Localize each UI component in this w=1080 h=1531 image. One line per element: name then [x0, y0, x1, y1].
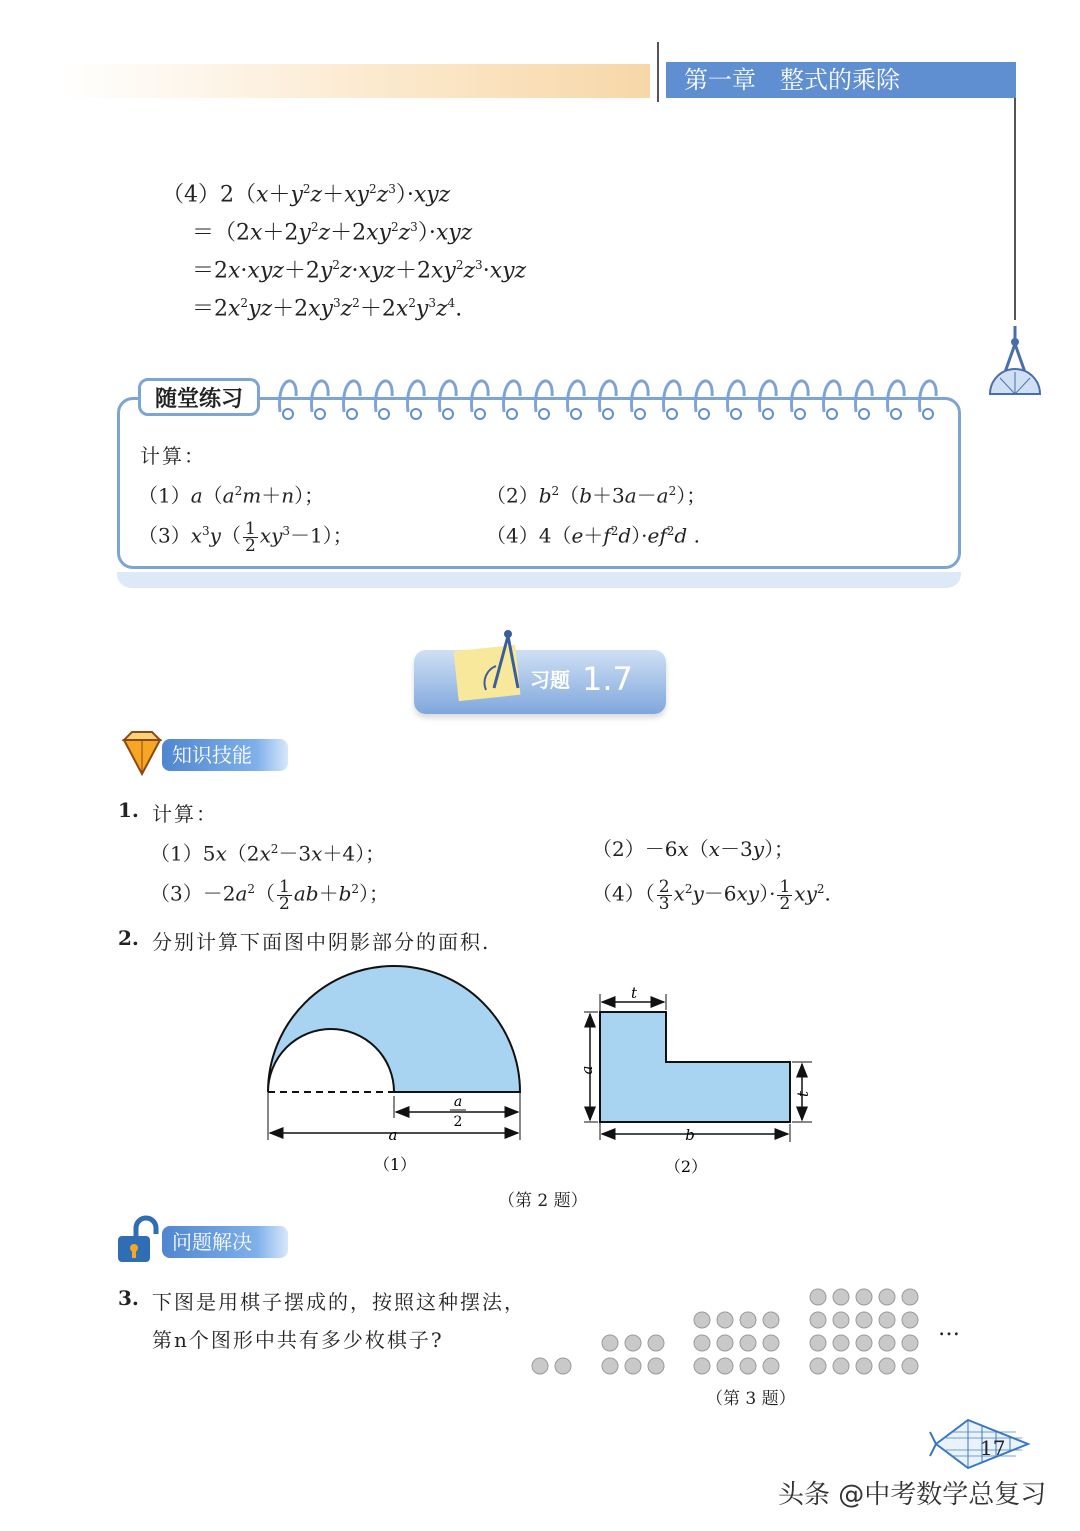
chess-piece — [856, 1358, 872, 1374]
practice-prompt: 计算： — [140, 444, 206, 468]
compass-icon — [474, 626, 524, 696]
fig1-label-a: a — [388, 1126, 398, 1144]
binding-ring — [312, 381, 329, 412]
chess-piece — [902, 1358, 918, 1374]
q3-caption: （第 3 题） — [706, 1389, 796, 1409]
q1-prompt: 计算： — [152, 802, 218, 826]
binding-hole — [411, 409, 421, 419]
chess-piece — [694, 1312, 710, 1328]
chess-piece — [740, 1358, 756, 1374]
fig1-label-2: 2 — [453, 1114, 463, 1130]
binding-hole — [667, 409, 677, 419]
chess-piece — [810, 1335, 826, 1351]
binding-ring — [760, 381, 777, 412]
chess-piece — [648, 1335, 664, 1351]
binding-ring — [856, 381, 873, 412]
example-line-3: $=2x\cdot xyz+2y^2z\cdot xyz+2xy^2z^3\cdot xyz$ — [192, 258, 527, 284]
section-knowledge: 知识技能 — [162, 739, 288, 771]
exercise-label: 习题 — [530, 668, 570, 692]
chess-piece — [879, 1289, 895, 1305]
chess-piece — [833, 1358, 849, 1374]
binding-hole — [571, 409, 581, 419]
binding-ring — [280, 381, 297, 412]
lock-icon — [114, 1214, 162, 1264]
q1-item-3: $(3)-2a^2$（ $\frac{1}{2}$ $ab+b^2$）； — [150, 876, 390, 914]
chess-piece — [717, 1358, 733, 1374]
binding-hole — [859, 409, 869, 419]
q3-ellipsis: … — [938, 1316, 960, 1341]
chess-piece — [717, 1335, 733, 1351]
q1-item-1: $(1)5x(2x^2-3x+4)$； — [150, 841, 386, 866]
binding-hole — [635, 409, 645, 419]
q3-line-1: 下图是用棋子摆成的，按照这种摆法， — [152, 1290, 526, 1314]
example-line-1: $(4)2(x+y^2z+xy^2z^3)\cdot xyz$ — [162, 182, 451, 208]
example-line-2: $=(2x+2y^2z+2xy^2z^3)\cdot xyz$ — [192, 220, 473, 246]
binding-ring — [696, 381, 713, 412]
binding-ring — [888, 381, 905, 412]
chess-piece — [602, 1335, 618, 1351]
chess-piece — [717, 1312, 733, 1328]
practice-item-3: $(3)x^3y$（ $\frac{1}{2}$ $xy^3-1$）； — [138, 518, 353, 556]
chess-piece — [694, 1358, 710, 1374]
binding-hole — [763, 409, 773, 419]
spiral-binding — [276, 372, 946, 424]
q1-item-2: （2）－6x（x－3y）； — [592, 837, 795, 861]
q2-caption: （第 2 题） — [498, 1191, 588, 1211]
chess-piece — [763, 1335, 779, 1351]
chess-piece — [810, 1312, 826, 1328]
header-divider — [657, 42, 659, 102]
chess-piece — [532, 1358, 548, 1374]
chess-piece — [833, 1335, 849, 1351]
binding-ring — [504, 381, 521, 412]
practice-item-2: $(2)b^2(b+3a-a^2)$； — [486, 483, 707, 508]
binding-hole — [827, 409, 837, 419]
chess-piece — [763, 1358, 779, 1374]
chess-piece — [856, 1312, 872, 1328]
chess-piece — [856, 1289, 872, 1305]
fig1-caption: （1） — [373, 1155, 417, 1174]
binding-ring — [344, 381, 361, 412]
chess-piece — [879, 1358, 895, 1374]
fig2-label-t-top: t — [630, 984, 638, 1002]
binding-hole — [539, 409, 549, 419]
fig2-label-a: a — [578, 1065, 596, 1075]
binding-ring — [472, 381, 489, 412]
binding-hole — [379, 409, 389, 419]
chess-piece — [879, 1312, 895, 1328]
chess-piece — [694, 1335, 710, 1351]
binding-hole — [731, 409, 741, 419]
binding-ring — [376, 381, 393, 412]
compass-protractor-icon — [986, 322, 1044, 400]
binding-hole — [795, 409, 805, 419]
practice-title: 随堂练习 — [138, 378, 260, 416]
chess-piece — [810, 1289, 826, 1305]
fig1-label-a-top: a — [453, 1094, 463, 1110]
binding-hole — [475, 409, 485, 419]
practice-item-1: $(1)a(a^2m+n)$； — [138, 483, 325, 508]
q1-number: 1. — [118, 798, 139, 822]
chess-piece — [763, 1312, 779, 1328]
chess-piece — [810, 1358, 826, 1374]
practice-box-shadow — [117, 572, 961, 588]
chess-piece — [740, 1312, 756, 1328]
practice-item-4: $(4)4(e+f^2d)\cdot ef^2d$ . — [486, 523, 700, 548]
chess-piece — [902, 1289, 918, 1305]
page-number: 17 — [980, 1436, 1006, 1460]
binding-hole — [315, 409, 325, 419]
watermark: 头条 @中考数学总复习 — [778, 1480, 1047, 1510]
binding-ring — [568, 381, 585, 412]
q1-item-4: （4）（ $\frac{2}{3}$ $x^2y-6xy)\cdot$ $\frac{1}{2}$ $xy^2$. — [592, 876, 831, 914]
chess-piece — [625, 1335, 641, 1351]
chess-piece — [648, 1358, 664, 1374]
chess-piece — [879, 1335, 895, 1351]
chess-piece — [902, 1312, 918, 1328]
binding-hole — [923, 409, 933, 419]
chess-piece — [602, 1358, 618, 1374]
chess-piece — [555, 1358, 571, 1374]
binding-ring — [728, 381, 745, 412]
chess-piece — [833, 1289, 849, 1305]
shaded-semicircle-band — [268, 966, 520, 1092]
binding-ring — [824, 381, 841, 412]
q3-line-2: 第n个图形中共有多少枚棋子? — [152, 1328, 444, 1352]
chess-piece — [833, 1312, 849, 1328]
q3-chess-pattern — [528, 1282, 968, 1382]
binding-ring — [440, 381, 457, 412]
fig2-label-t-right: t — [794, 1090, 812, 1098]
exercise-number: 1.7 — [582, 660, 633, 698]
chess-piece — [856, 1335, 872, 1351]
fig2-label-b: b — [685, 1126, 695, 1144]
binding-hole — [507, 409, 517, 419]
chapter-title: 第一章 整式的乘除 — [666, 62, 1016, 98]
chess-piece — [625, 1358, 641, 1374]
chess-piece — [740, 1335, 756, 1351]
binding-ring — [536, 381, 553, 412]
section-problem-solving: 问题解决 — [162, 1226, 288, 1258]
binding-ring — [600, 381, 617, 412]
binding-hole — [347, 409, 357, 419]
binding-ring — [664, 381, 681, 412]
chess-piece — [902, 1335, 918, 1351]
binding-hole — [443, 409, 453, 419]
binding-hole — [891, 409, 901, 419]
header-gradient — [60, 64, 650, 98]
q3-number: 3. — [118, 1286, 139, 1310]
shaded-l-shape — [600, 1012, 790, 1122]
binding-ring — [632, 381, 649, 412]
binding-ring — [408, 381, 425, 412]
fig2-caption: （2） — [664, 1157, 708, 1176]
binding-ring — [792, 381, 809, 412]
binding-ring — [920, 381, 937, 412]
q2-number: 2. — [118, 926, 139, 950]
diamond-icon — [122, 728, 162, 778]
binding-hole — [603, 409, 613, 419]
q2-text: 分别计算下面图中阴影部分的面积. — [152, 930, 491, 954]
binding-hole — [283, 409, 293, 419]
margin-rule — [1014, 98, 1016, 320]
example-line-4: $=2x^2yz+2xy^3z^2+2x^2y^3z^4$. — [192, 296, 463, 322]
binding-hole — [699, 409, 709, 419]
q2-figures — [260, 960, 830, 1176]
